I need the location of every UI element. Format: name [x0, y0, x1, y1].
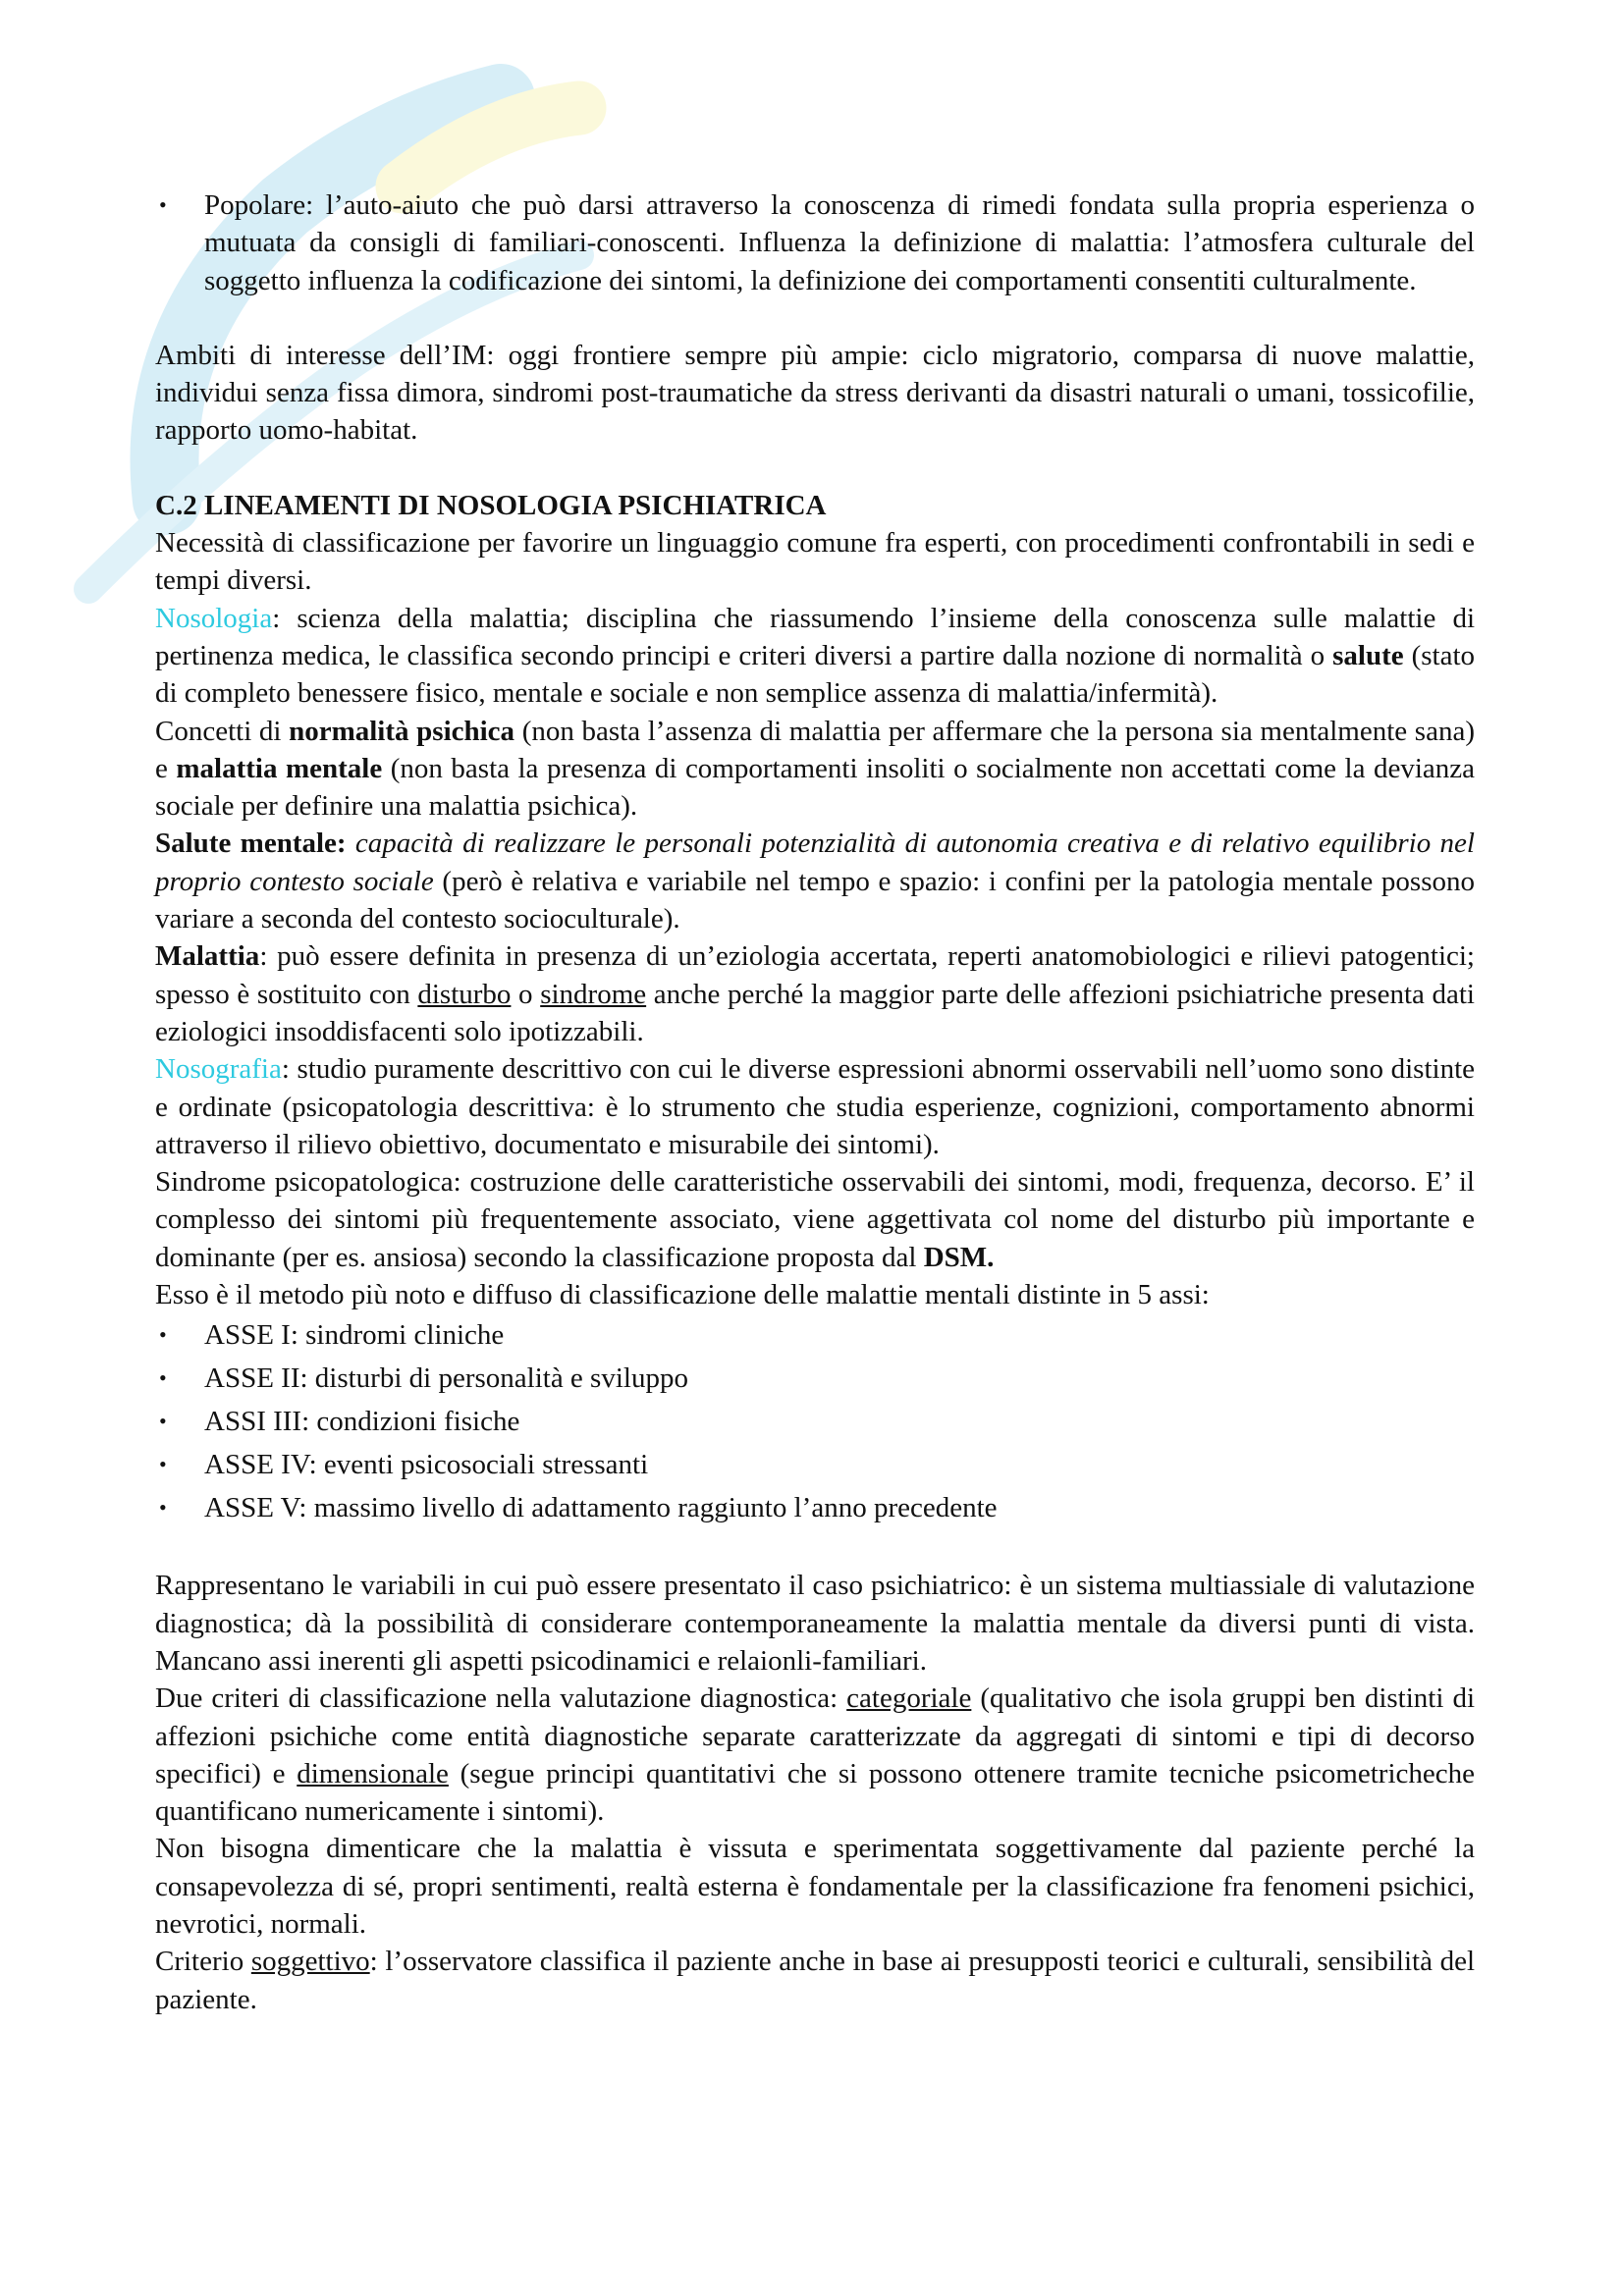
- paragraph-nosologia: Nosologia: scienza della malattia; disciplina che riassumendo l’insieme della conoscenza sulle malattie di pertinenza medica, le classifica secondo principi e criteri diversi a partire dalla nozione di normalità o salute (stato di completo benessere fisico, mentale e sociale e non semplice assenza di malattia/infermità).: [155, 602, 1476, 710]
- paragraph-popolare: Popolare: l’auto-aiuto che può darsi attraverso la conoscenza di rimedi fondata sulla propria esperienza o mutuata da consigli di familiari-conoscenti. Influenza la definizione di malattia: l’atmosfera culturale del soggetto influenza la codificazione dei sintomi, la definizione dei comportamenti consentiti culturalmente.: [204, 189, 1475, 296]
- bullet-icon: •: [159, 1322, 167, 1348]
- paragraph-sindrome: Sindrome psicopatologica: costruzione delle caratteristiche osservabili dei sintomi, modi, frequenza, decorso. E’ il complesso dei sintomi più frequentemente associato, viene aggettivata col nome del disturbo più importante e dominante (per es. ansiosa) secondo la classificazione proposta dal DSM. Esso è il metodo più noto e diffuso di classificazione delle malattie mentali distinte in 5 assi:: [155, 1166, 1475, 1311]
- term-nosologia: Nosologia: [155, 602, 273, 634]
- bullet-icon: •: [159, 1452, 167, 1477]
- paragraph-ambiti: Ambiti di interesse dell’IM: oggi frontiere sempre più ampie: ciclo migratorio, comparsa di nuove malattie, individui senza fissa dimora, sindromi post-traumatiche da stress derivanti da disastri naturali o umani, tossicofilie, rapporto uomo-habitat.: [155, 339, 1475, 447]
- document-page: [155, 187, 1475, 2018]
- bullet-icon: •: [159, 1409, 167, 1434]
- list-item: • ASSE II: disturbi di personalità e sviluppo: [155, 1357, 1475, 1400]
- assi-list: [155, 1313, 1475, 1529]
- paragraph-non-bisogna: Non bisogna dimenticare che la malattia è vissuta e sperimentata soggettivamente dal paziente perché la consapevolezza di sé, propri sentimenti, realtà esterna è fondamentale per la classificazione fra fenomeni psichici, nevrotici, normali.: [155, 1833, 1475, 1940]
- bullet-icon: •: [159, 1495, 167, 1521]
- list-item: [155, 187, 1475, 299]
- term-nosografia: Nosografia: [155, 1053, 282, 1086]
- paragraph-malattia: Malattia: può essere definita in presenza di un’eziologia accertata, reperti anatomobiologici e rilievi patogentici; spesso è sostituito con disturbo o sindrome anche perché la maggior parte delle affezioni psichiatriche presenta dati eziologici insoddisfacenti solo ipotizzabili.: [155, 940, 1475, 1047]
- paragraph-necessita: Necessità di classificazione per favorire un linguaggio comune fra esperti, con procedimenti confrontabili in sedi e tempi diversi.: [155, 527, 1475, 597]
- list-item: • ASSE IV: eventi psicosociali stressanti: [155, 1443, 1475, 1486]
- paragraph-rappresentano: Rappresentano le variabili in cui può essere presentato il caso psichiatrico: è un sistema multiassiale di valutazione diagnostica; dà la possibilità di considerare contemporaneamente la malattia mentale da diversi punti di vista. Mancano assi inerenti gli aspetti psicodinamici e relaionli-familiari.: [155, 1570, 1475, 1677]
- bullet-icon: •: [159, 1365, 167, 1391]
- paragraph-criteri: Due criteri di classificazione nella valutazione diagnostica: categoriale (qualitativo che isola gruppi ben distinti di affezioni psichiche come entità diagnostiche separate caratterizzate da aggregati di sintomi e tipi di decorso specifici) e dimensionale (segue principi quantitativi che si possono ottenere tramite tecniche psicometricheche quantificano numericamente i sintomi).: [155, 1682, 1476, 1828]
- paragraph-salute-mentale: Salute mentale: capacità di realizzare le personali potenzialità di autonomia creativa e di relativo equilibrio nel proprio contesto sociale (però è relativa e variabile nel tempo e spazio: i confini per la patologia mentale possono variare a seconda del contesto socioculturale).: [155, 828, 1475, 935]
- paragraph-criterio: Criterio soggettivo: l’osservatore classifica il paziente anche in base ai presupposti teorici e culturali, sensibilità del paziente.: [155, 1946, 1476, 2015]
- paragraph-concetti: Concetti di normalità psichica (non basta l’assenza di malattia per affermare che la persona sia mentalmente sana) e malattia mentale (non basta la presenza di comportamenti insoliti o socialmente non accettati come la devianza sociale per definire una malattia psichica).: [155, 715, 1475, 823]
- paragraph-nosografia: Nosografia: studio puramente descrittivo con cui le diverse espressioni abnormi osservabili nell’uomo sono distinte e ordinate (psicopatologia descrittiva: è lo strumento che studia esperienze, cognizioni, comportamento abnormi attraverso il rilievo obiettivo, documentato e misurabile dei sintomi).: [155, 1053, 1475, 1160]
- list-item: • ASSE V: massimo livello di adattamento raggiunto l’anno precedente: [155, 1486, 1475, 1529]
- list-item: • ASSE I: sindromi cliniche: [155, 1313, 1475, 1357]
- section-heading: C.2 LINEAMENTI DI NOSOLOGIA PSICHIATRICA: [155, 489, 827, 521]
- list-item: • ASSI III: condizioni fisiche: [155, 1400, 1475, 1443]
- bullet-icon: •: [159, 192, 167, 217]
